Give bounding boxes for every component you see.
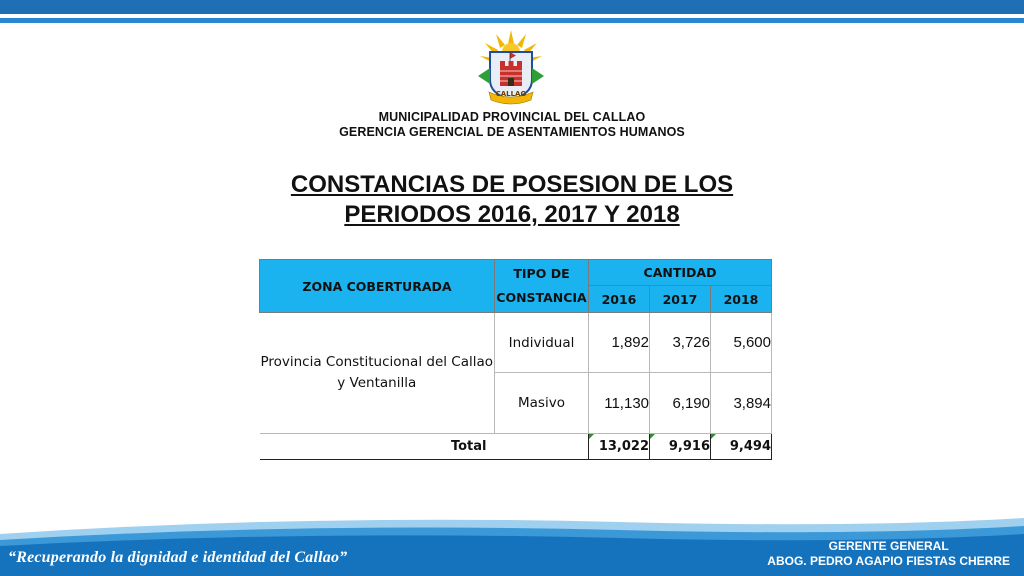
tipo-cell: Individual [495,313,589,373]
org-department: GERENCIA GERENCIAL DE ASENTAMIENTOS HUMANOS [339,125,685,139]
title-line-2: PERIODOS 2016, 2017 Y 2018 [344,201,680,228]
zona-cell [260,313,495,434]
header-year-2017: 2017 [650,286,711,313]
logo-ribbon-text: CALLAO [495,90,527,98]
org-name: MUNICIPALIDAD PROVINCIAL DEL CALLAO [378,110,646,124]
constancias-table [259,259,772,460]
value-cell: 11,130 [589,373,650,434]
header-tipo-line-1: TIPO DE [513,266,570,281]
total-row [260,434,772,460]
footer-slogan: “Recuperando la dignidad e identidad del Callao” [8,549,348,566]
title-line-1: CONSTANCIAS DE POSESION DE LOS [290,171,734,198]
value-cell: 5,600 [711,313,772,373]
total-cell: 9,916 [650,434,711,460]
table-row [260,313,772,373]
header-year-2016: 2016 [589,286,650,313]
value-cell: 3,894 [711,373,772,434]
organization-header [0,110,1024,140]
header-zona: ZONA COBERTURADA [260,260,495,313]
top-decorative-bar [0,0,1024,14]
value-cell: 6,190 [650,373,711,434]
zona-line-2: y Ventanilla [337,375,417,391]
header-year-2018: 2018 [711,286,772,313]
header-tipo [495,260,589,313]
top-thin-stripe [0,18,1024,23]
total-cell: 9,494 [711,434,772,460]
header-cantidad: CANTIDAD [589,260,772,286]
footer-signature [767,539,1010,569]
value-cell: 1,892 [589,313,650,373]
tipo-cell: Masivo [495,373,589,434]
total-label: Total [260,434,589,460]
page-title [200,170,824,230]
value-cell: 3,726 [650,313,711,373]
header-tipo-line-2: CONSTANCIA [496,290,587,305]
total-cell: 13,022 [589,434,650,460]
zona-line-1: Provincia Constitucional del Callao [260,354,494,370]
footer-role: GERENTE GENERAL [828,539,949,553]
footer-name: ABOG. PEDRO AGAPIO FIESTAS CHERRE [767,554,1010,568]
